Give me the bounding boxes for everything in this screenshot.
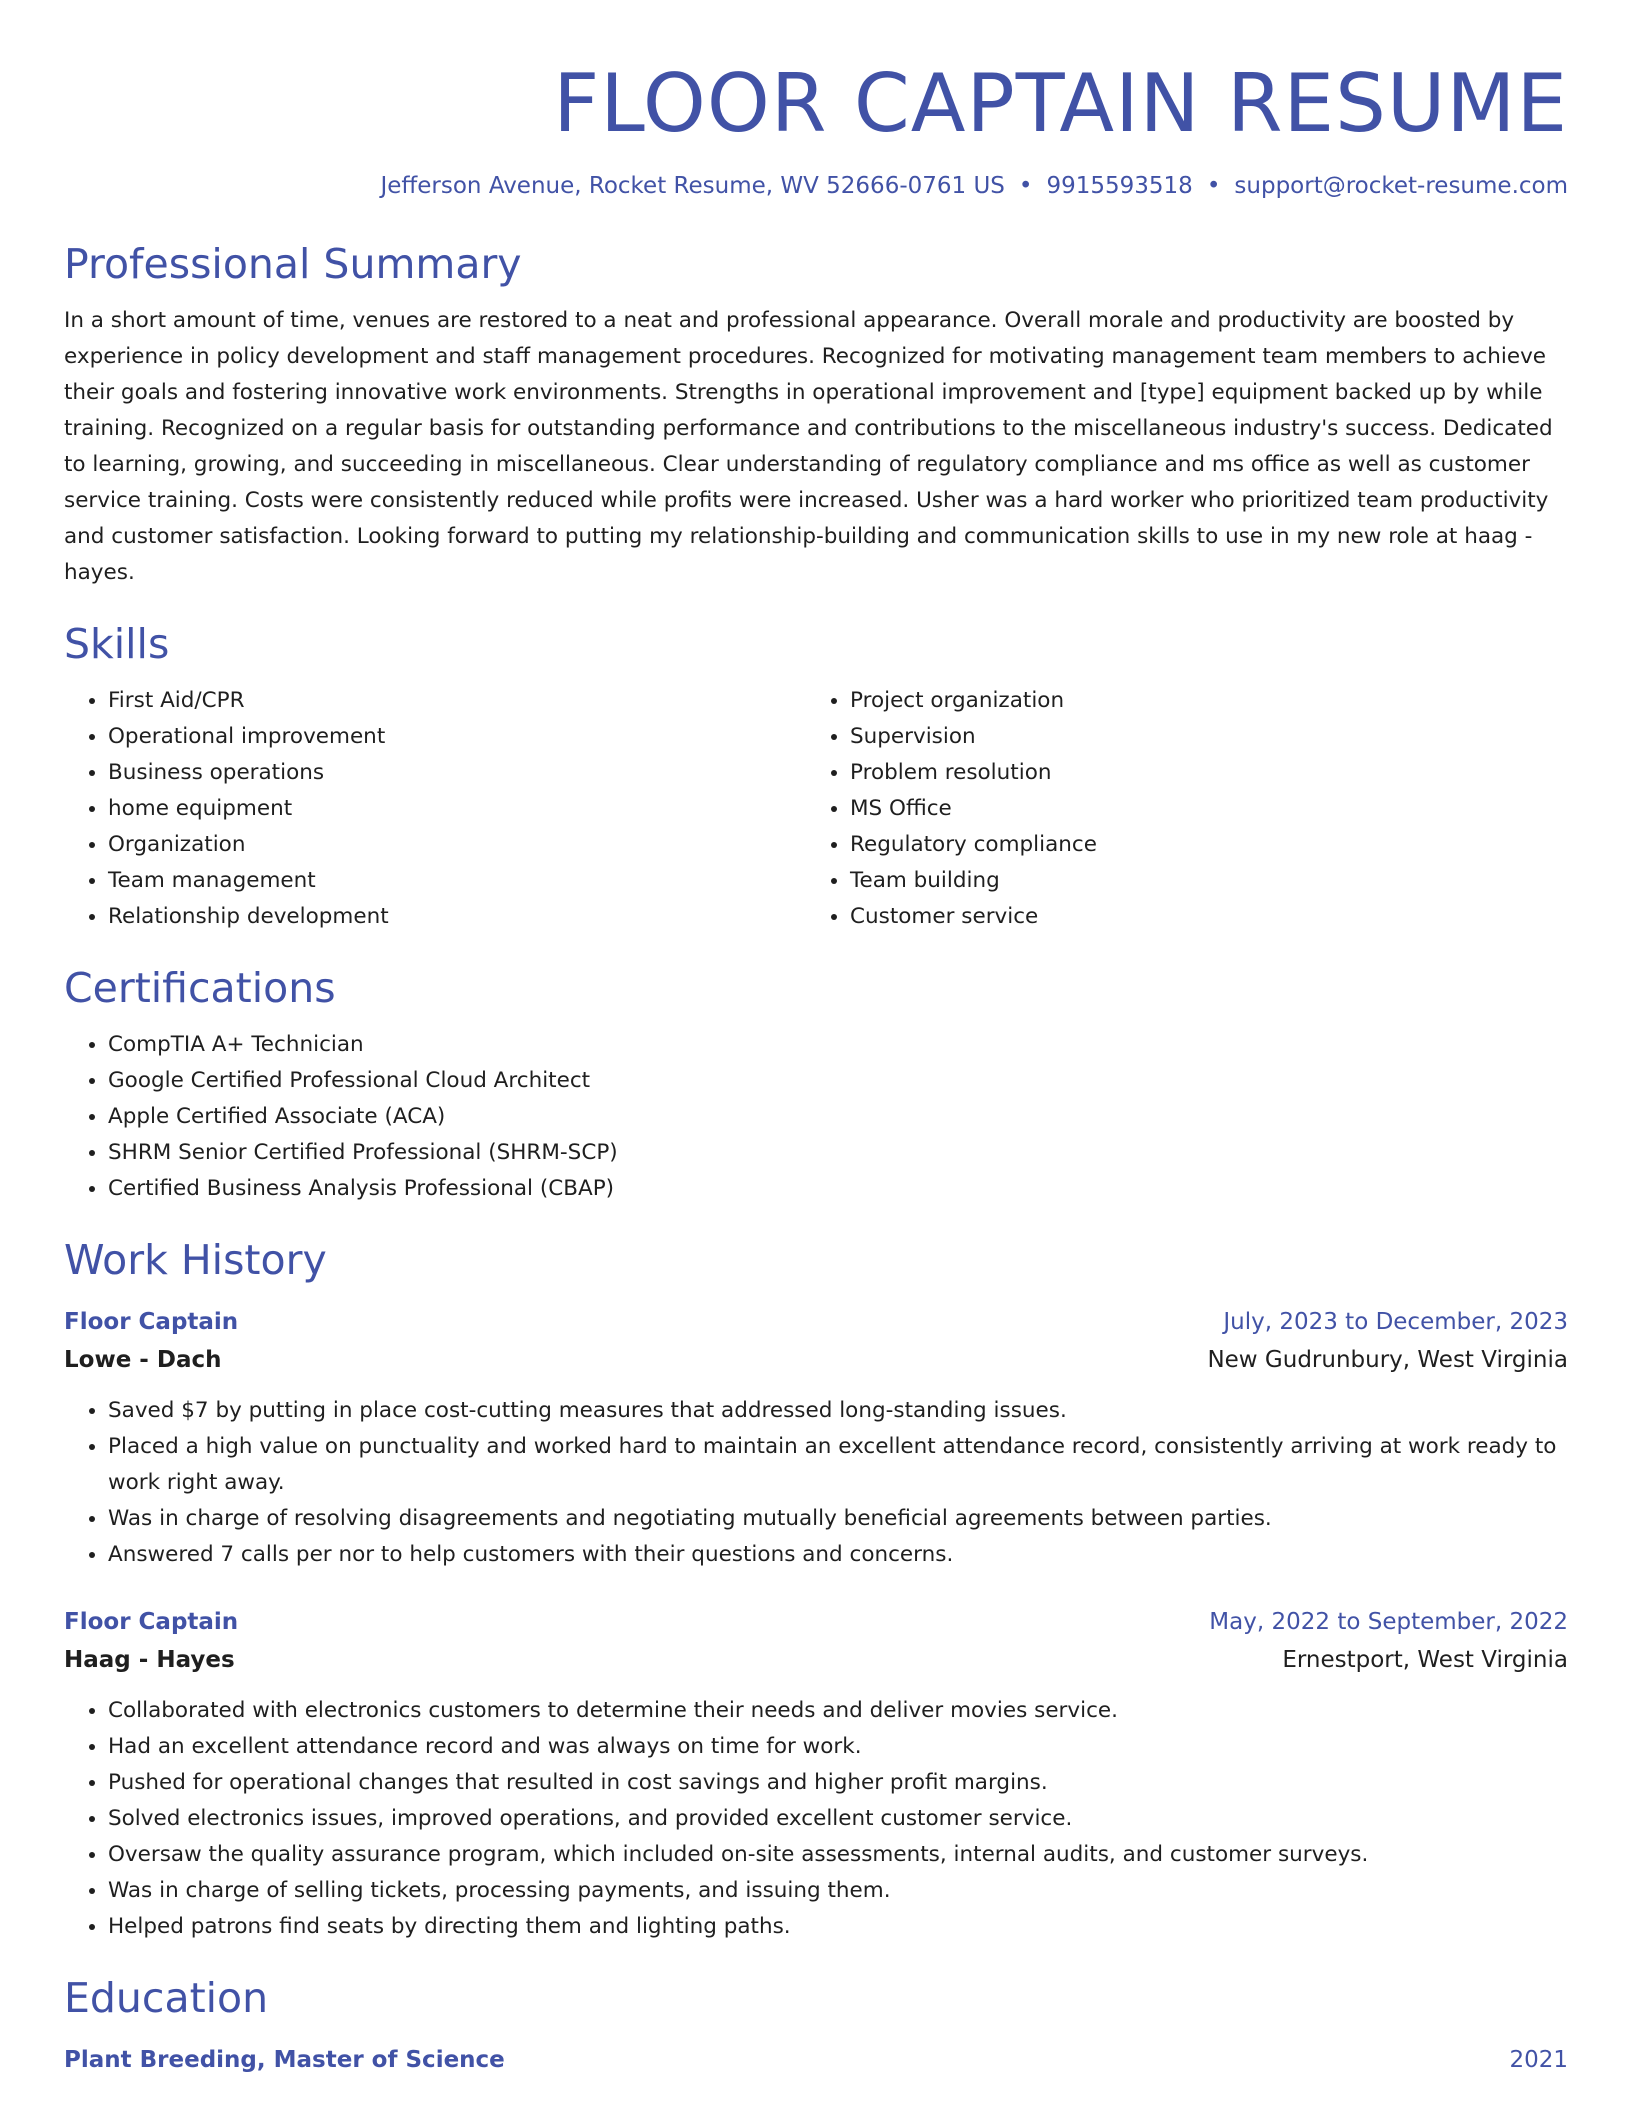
job-entry bbox=[64, 1603, 1568, 1945]
job-bullet: • Had an excellent attendance record and was always on time for work. bbox=[108, 1729, 1568, 1765]
summary-section bbox=[64, 239, 1568, 591]
skill-item: • Regulatory compliance bbox=[850, 827, 1548, 863]
skill-item: • Relationship development bbox=[108, 899, 806, 935]
job-entry bbox=[64, 1303, 1568, 1573]
certification-item: • SHRM Senior Certified Professional (SHRM-SCP) bbox=[108, 1135, 1568, 1171]
job-bullets bbox=[64, 1693, 1568, 1945]
skill-item: • MS Office bbox=[850, 791, 1548, 827]
skill-item: • Organization bbox=[108, 827, 806, 863]
certifications-section bbox=[64, 963, 1568, 1207]
skill-item: • Customer service bbox=[850, 899, 1548, 935]
certification-item: • Certified Business Analysis Professional (CBAP) bbox=[108, 1171, 1568, 1207]
job-bullet: • Helped patrons find seats by directing them and lighting paths. bbox=[108, 1909, 1568, 1945]
job-company-row bbox=[64, 1341, 1568, 1379]
skills-grid bbox=[64, 683, 1568, 935]
job-company: Lowe - Dach bbox=[64, 1347, 222, 1373]
job-bullet: • Answered 7 calls per nor to help customers with their questions and concerns. bbox=[108, 1537, 1568, 1573]
job-company-row bbox=[64, 1641, 1568, 1679]
resume-title: FLOOR CAPTAIN RESUME bbox=[553, 57, 1568, 150]
skills-column-right bbox=[806, 683, 1548, 935]
job-dates: May, 2022 to September, 2022 bbox=[1209, 1609, 1568, 1635]
skill-item: • home equipment bbox=[108, 791, 806, 827]
skill-item: • Problem resolution bbox=[850, 755, 1548, 791]
job-dates: July, 2023 to December, 2023 bbox=[1223, 1309, 1568, 1335]
job-bullet: • Placed a high value on punctuality and worked hard to maintain an excellent attendance record, consistently arriving at work ready to work right away. bbox=[108, 1429, 1568, 1501]
job-location: Ernestport, West Virginia bbox=[1282, 1647, 1568, 1673]
summary-text: In a short amount of time, venues are restored to a neat and professional appearance. Overall morale and productivity are boosted by experience in policy development and staff management procedures. Recognized for motivating management team members to achieve their goals and fostering innovative work environments. Strengths in operational improvement and [type] equipment backed up by while training. Recognized on a regular basis for outstanding performance and contributions to the miscellaneous industry's success. Dedicated to learning, growing, and succeeding in miscellaneous. Clear understanding of regulatory compliance and ms office as well as customer service training. Costs were consistently reduced while profits were increased. Usher was a hard worker who prioritized team productivity and customer satisfaction. Looking forward to putting my relationship-building and communication skills to use in my new role at haag - hayes. bbox=[64, 308, 1553, 585]
job-bullets bbox=[64, 1393, 1568, 1573]
contact-phone: 9915593518 bbox=[1046, 173, 1193, 199]
contact-separator: • bbox=[1206, 173, 1221, 199]
resume-page bbox=[64, 0, 1568, 2079]
certification-item: • CompTIA A+ Technician bbox=[108, 1027, 1568, 1063]
skill-item: • First Aid/CPR bbox=[108, 683, 806, 719]
education-degree: Plant Breeding, Master of Science bbox=[64, 2047, 505, 2073]
job-bullet: • Was in charge of resolving disagreements and negotiating mutually beneficial agreements between parties. bbox=[108, 1501, 1568, 1537]
job-bullet: • Pushed for operational changes that resulted in cost savings and higher profit margins. bbox=[108, 1765, 1568, 1801]
education-heading: Education bbox=[64, 1974, 269, 2022]
job-header-row bbox=[64, 1303, 1568, 1341]
skill-item: • Team building bbox=[850, 863, 1548, 899]
job-bullet: • Was in charge of selling tickets, processing payments, and issuing them. bbox=[108, 1873, 1568, 1909]
certifications-heading: Certifications bbox=[64, 964, 336, 1012]
skills-column-left bbox=[64, 683, 806, 935]
skill-item: • Team management bbox=[108, 863, 806, 899]
job-header-row bbox=[64, 1603, 1568, 1641]
job-bullet: • Saved $7 by putting in place cost-cutting measures that addressed long-standing issues. bbox=[108, 1393, 1568, 1429]
job-bullet: • Collaborated with electronics customers to determine their needs and deliver movies service. bbox=[108, 1693, 1568, 1729]
skills-section bbox=[64, 619, 1568, 935]
certification-item: • Apple Certified Associate (ACA) bbox=[108, 1099, 1568, 1135]
skills-heading: Skills bbox=[64, 620, 170, 668]
skill-item: • Project organization bbox=[850, 683, 1548, 719]
certifications-list bbox=[64, 1027, 1568, 1207]
summary-heading: Professional Summary bbox=[64, 240, 522, 288]
job-bullet: • Solved electronics issues, improved operations, and provided excellent customer service. bbox=[108, 1801, 1568, 1837]
skill-item: • Operational improvement bbox=[108, 719, 806, 755]
job-location: New Gudrunbury, West Virginia bbox=[1207, 1347, 1568, 1373]
education-year: 2021 bbox=[1509, 2047, 1568, 2073]
education-row bbox=[64, 2041, 1568, 2079]
education-section bbox=[64, 1973, 1568, 2079]
skills-list-right bbox=[806, 683, 1548, 935]
contact-address: Jefferson Avenue, Rocket Resume, WV 52666-0761 US bbox=[380, 173, 1005, 199]
work-history-section bbox=[64, 1235, 1568, 1945]
job-title: Floor Captain bbox=[64, 1309, 239, 1335]
skills-list-left bbox=[64, 683, 806, 935]
contact-line bbox=[64, 170, 1568, 202]
skill-item: • Supervision bbox=[850, 719, 1548, 755]
job-bullet: • Oversaw the quality assurance program, which included on-site assessments, internal audits, and customer surveys. bbox=[108, 1837, 1568, 1873]
job-title: Floor Captain bbox=[64, 1609, 239, 1635]
contact-email[interactable]: support@rocket-resume.com bbox=[1234, 173, 1568, 199]
job-company: Haag - Hayes bbox=[64, 1647, 235, 1673]
certification-item: • Google Certified Professional Cloud Architect bbox=[108, 1063, 1568, 1099]
work-history-heading: Work History bbox=[64, 1236, 327, 1284]
skill-item: • Business operations bbox=[108, 755, 806, 791]
contact-separator: • bbox=[1018, 173, 1033, 199]
